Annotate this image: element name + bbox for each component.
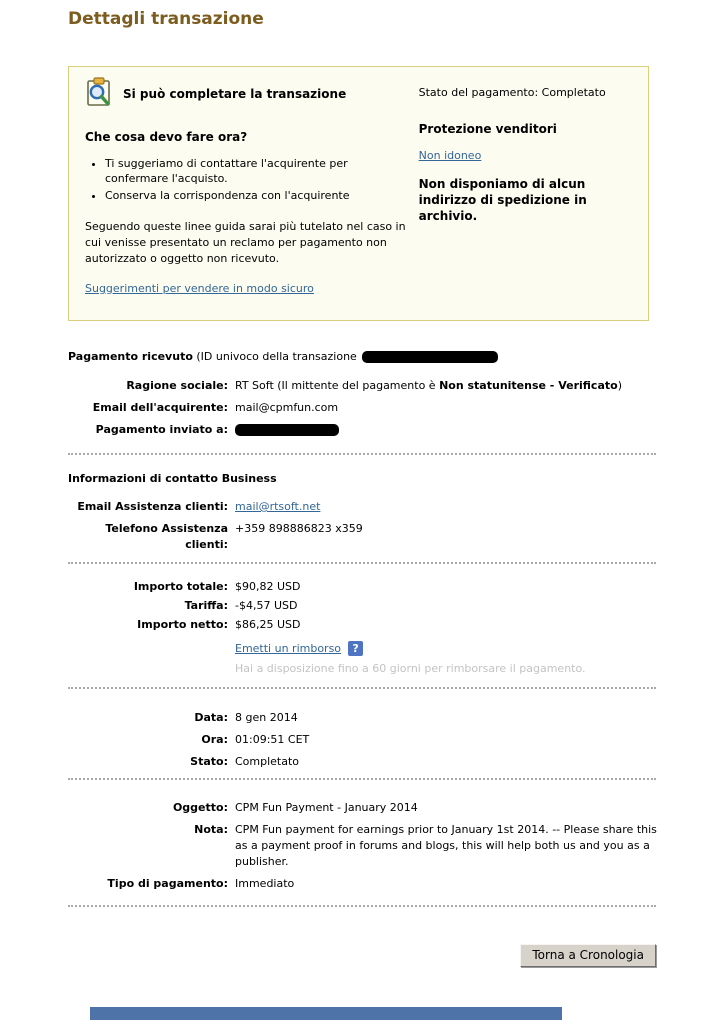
advice-list — [85, 156, 407, 203]
transaction-status-box — [68, 66, 649, 321]
table-row — [68, 822, 703, 870]
table-row — [68, 710, 703, 726]
date-label: Data: — [194, 711, 228, 724]
buyer-email-label: Email dell'acquirente: — [92, 401, 228, 414]
subject-value: CPM Fun Payment - January 2014 — [235, 801, 418, 814]
table-row — [68, 378, 703, 394]
redacted-recipient-email — [235, 424, 339, 436]
dotted-separator — [68, 562, 656, 564]
not-eligible-link[interactable]: Non idoneo — [418, 149, 482, 162]
support-email-label: Email Assistenza clienti: — [77, 500, 228, 513]
help-icon[interactable]: ? — [348, 641, 363, 656]
status-box-title: Si può completare la transazione — [123, 86, 347, 101]
payment-type-label: Tipo di pagamento: — [107, 877, 228, 890]
safe-selling-tips-link[interactable]: Suggerimenti per vendere in modo sicuro — [85, 282, 314, 295]
table-row — [68, 617, 703, 633]
amounts-section — [68, 579, 703, 675]
time-label: Ora: — [201, 733, 228, 746]
support-phone-value: +359 898886823 x359 — [235, 522, 363, 535]
table-row — [68, 400, 703, 416]
refund-deadline-note: Hai a disposizione fino a 60 giorni per rimborsare il pagamento. — [235, 662, 586, 675]
payment-received-section — [68, 378, 703, 438]
company-name-value — [235, 378, 622, 394]
datetime-section — [68, 710, 703, 770]
support-email-link[interactable]: mail@rtsoft.net — [235, 500, 321, 513]
dotted-separator — [68, 453, 656, 455]
status-box-left-column — [85, 77, 407, 302]
status-box-header — [85, 77, 407, 110]
refund-row — [235, 641, 703, 656]
page-title: Dettagli transazione — [68, 9, 264, 29]
verified-status: Non statunitense - Verificato — [439, 379, 618, 392]
date-value: 8 gen 2014 — [235, 711, 298, 724]
dotted-separator — [68, 778, 656, 780]
clipboard-magnifier-icon — [85, 77, 113, 110]
payment-sent-to-label: Pagamento inviato a: — [95, 423, 228, 436]
back-to-history-button[interactable]: Torna a Cronologia — [520, 944, 656, 967]
payment-received-heading — [68, 349, 703, 365]
payment-type-value: Immediato — [235, 877, 295, 890]
seller-protection-heading: Protezione venditori — [418, 122, 557, 136]
time-value: 01:09:51 CET — [235, 733, 310, 746]
business-contact-section — [68, 499, 703, 553]
company-prefix: RT Soft (Il mittente del pagamento è — [235, 379, 440, 392]
table-row — [68, 499, 703, 515]
buyer-email-value: mail@cpmfun.com — [235, 401, 339, 414]
advice-item: • Ti suggeriamo di contattare l'acquirente per confermare l'acquisto. — [105, 156, 407, 186]
transaction-id-caption: (ID univoco della transazione — [192, 350, 357, 363]
guidance-paragraph: Seguendo queste linee guida sarai più tutelato nel caso in cui venisse presentato un reclamo per pagamento non autorizzato o oggetto non ricevuto. — [85, 220, 406, 265]
item-details-section — [68, 800, 703, 892]
table-row — [68, 521, 703, 553]
table-row — [68, 876, 703, 892]
footer-actions — [68, 944, 656, 967]
support-phone-label: Telefono Assistenza clienti: — [105, 522, 228, 551]
business-contact-heading: Informazioni di contatto Business — [68, 472, 277, 485]
net-amount-value: $86,25 USD — [235, 618, 301, 631]
dotted-separator — [68, 687, 656, 689]
status-box-right-column — [419, 77, 636, 302]
table-row — [68, 579, 703, 595]
fee-label: Tariffa: — [184, 599, 228, 612]
total-amount-value: $90,82 USD — [235, 580, 301, 593]
company-name-label: Ragione sociale: — [126, 379, 228, 392]
table-row — [68, 732, 703, 748]
subject-label: Oggetto: — [172, 801, 228, 814]
status-value: Completato — [235, 755, 300, 768]
net-amount-label: Importo netto: — [137, 618, 228, 631]
table-row — [68, 422, 703, 438]
dotted-separator — [68, 905, 656, 907]
table-row — [68, 800, 703, 816]
table-row — [68, 598, 703, 614]
table-row — [68, 754, 703, 770]
status-label: Stato: — [190, 755, 228, 768]
note-label: Nota: — [194, 823, 228, 836]
payment-status-text: Stato del pagamento: Completato — [418, 86, 606, 99]
redacted-transaction-id — [362, 351, 498, 363]
advice-item: • Conserva la corrispondenza con l'acquirente — [105, 188, 407, 203]
payment-received-label: Pagamento ricevuto — [68, 350, 193, 363]
company-suffix: ) — [617, 379, 622, 392]
what-now-heading: Che cosa devo fare ora? — [85, 130, 248, 144]
note-value: CPM Fun payment for earnings prior to January 1st 2014. -- Please share this as a payment proof in forums and blogs, this will help both us and you as a publisher. — [235, 823, 657, 868]
footer-bar — [90, 1007, 562, 1020]
total-amount-label: Importo totale: — [133, 580, 228, 593]
fee-value: -$4,57 USD — [235, 599, 298, 612]
no-shipping-address-note: Non disponiamo di alcun indirizzo di spedizione in archivio. — [418, 177, 587, 223]
payment-sent-to-value — [235, 422, 339, 438]
issue-refund-link[interactable]: Emetti un rimborso — [235, 642, 342, 655]
